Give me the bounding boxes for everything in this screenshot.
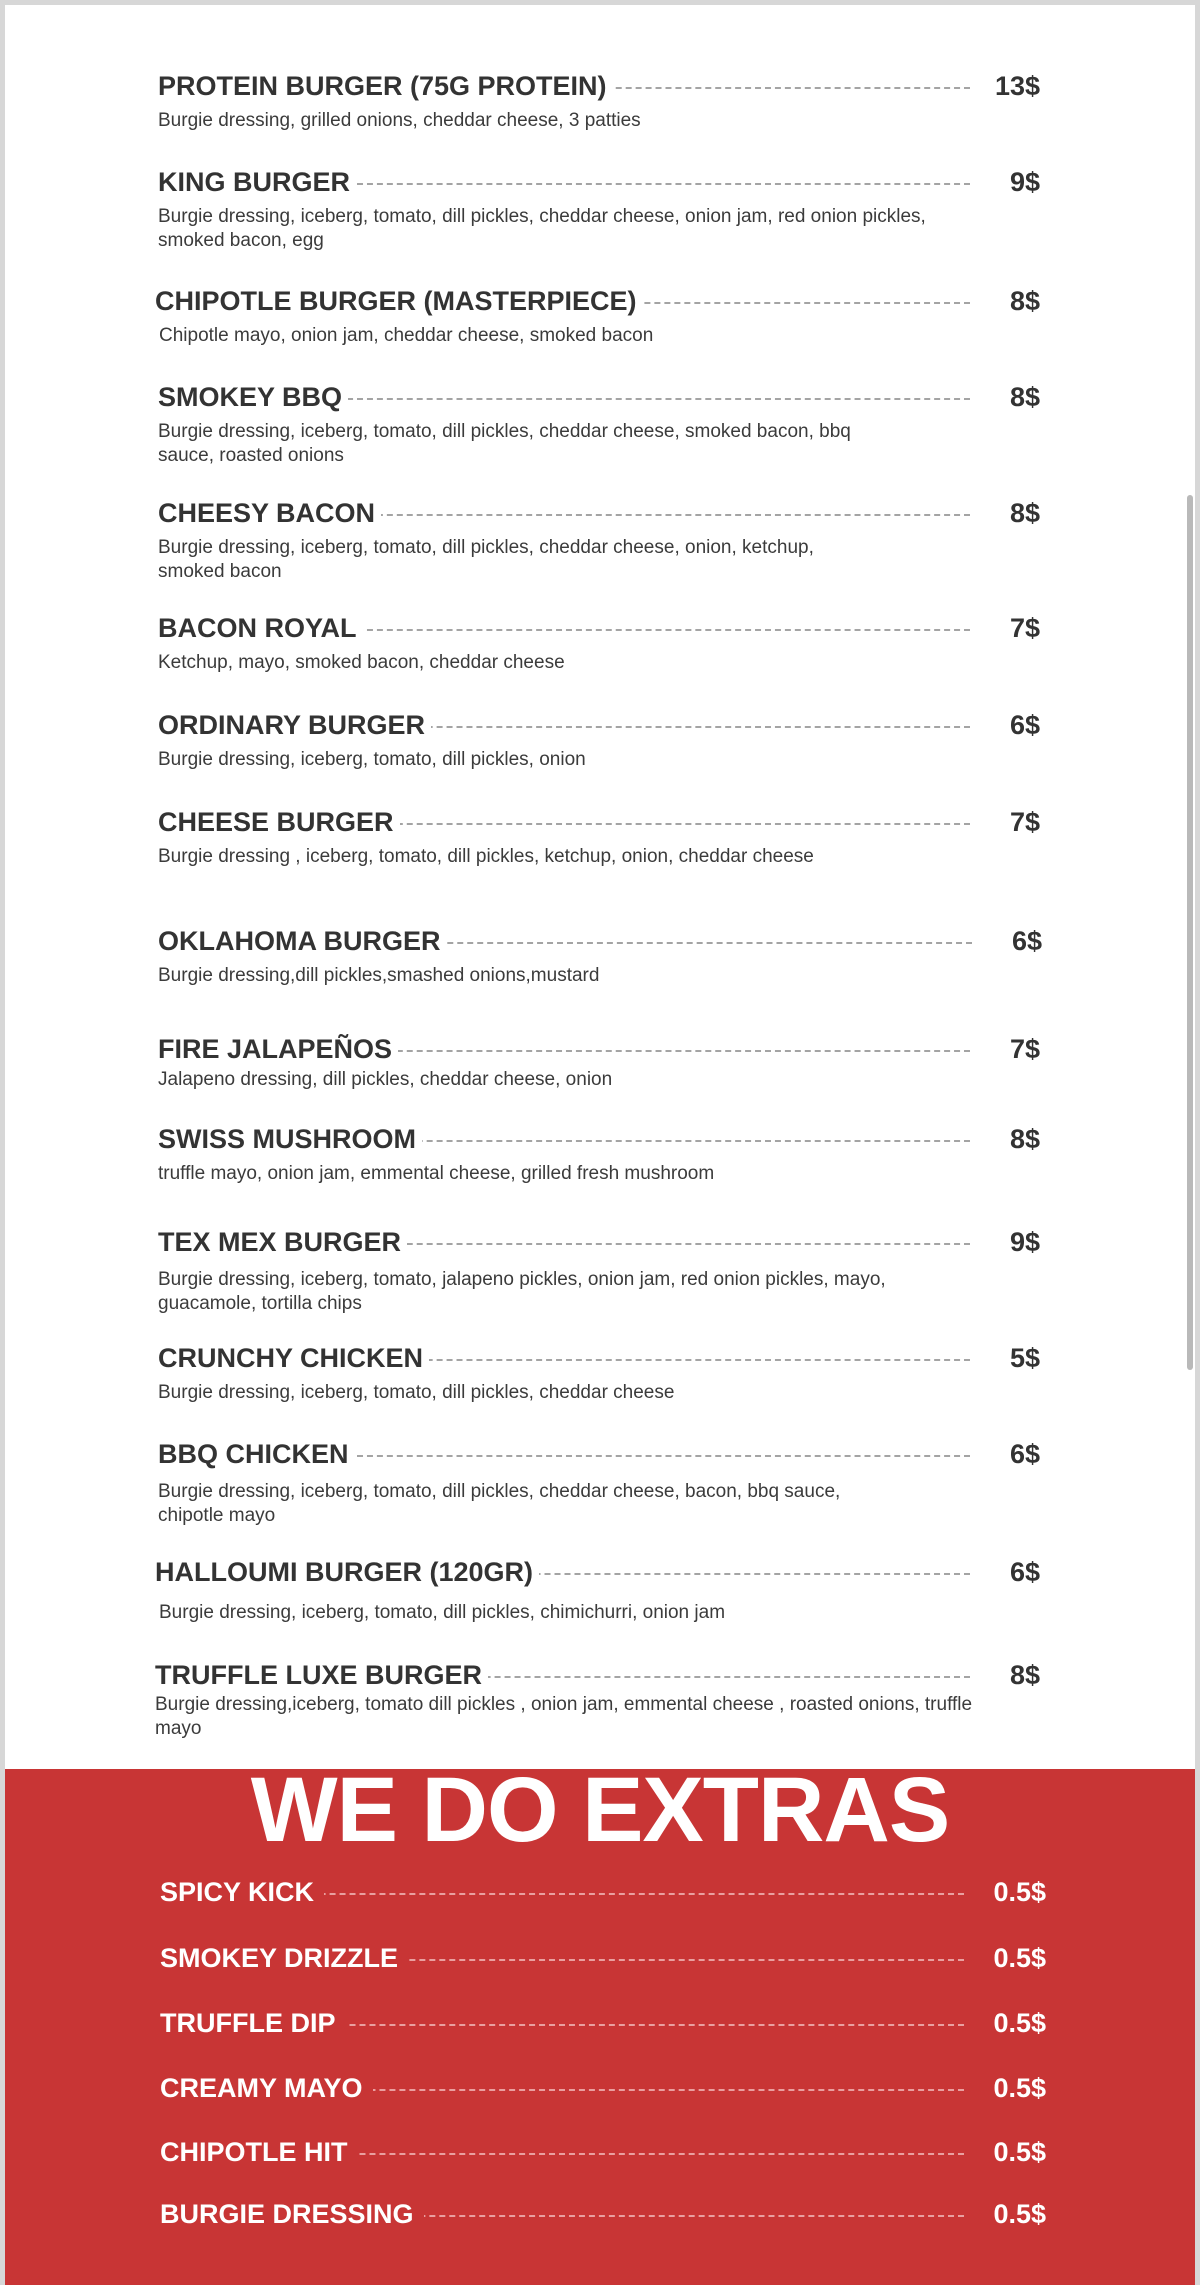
menu-item — [158, 1341, 1040, 1405]
item-price: 7$ — [1009, 1034, 1040, 1064]
item-description: Burgie dressing,iceberg, tomato dill pickles , onion jam, emmental cheese , roasted onions, truffle mayo — [155, 1694, 973, 1739]
item-description: truffle mayo, onion jam, emmental cheese, grilled fresh mushroom — [158, 1163, 715, 1184]
item-description: Burgie dressing, grilled onions, cheddar cheese, 3 patties — [158, 110, 641, 131]
item-price: 8$ — [1009, 1124, 1040, 1154]
extra-item — [160, 1875, 1046, 1909]
item-price: 7$ — [1009, 807, 1040, 837]
item-description: Chipotle mayo, onion jam, cheddar cheese, smoked bacon — [159, 325, 654, 346]
item-price: 9$ — [1009, 167, 1040, 197]
item-name: KING BURGER — [158, 165, 356, 199]
item-description: Burgie dressing, iceberg, tomato, dill pickles, onion — [158, 749, 586, 770]
item-name: PROTEIN BURGER (75G PROTEIN) — [158, 69, 613, 103]
menu-item — [158, 496, 1040, 584]
item-name: BBQ CHICKEN — [158, 1437, 355, 1471]
extra-item — [160, 2197, 1046, 2231]
extras-title: WE DO EXTRAS — [250, 1759, 950, 1861]
item-price: 5$ — [1009, 1343, 1040, 1373]
item-name: TEX MEX BURGER — [158, 1225, 407, 1259]
item-description: Ketchup, mayo, smoked bacon, cheddar cheese — [158, 652, 565, 673]
item-price: 6$ — [1009, 1439, 1040, 1469]
item-name: HALLOUMI BURGER (120GR) — [155, 1555, 539, 1589]
item-name: BACON ROYAL — [158, 611, 363, 645]
extra-item — [160, 2006, 1046, 2040]
item-name: CHIPOTLE BURGER (MASTERPIECE) — [155, 284, 643, 318]
extra-price: 0.5$ — [993, 1877, 1046, 1907]
item-price: 8$ — [1009, 498, 1040, 528]
item-name: CRUNCHY CHICKEN — [158, 1341, 429, 1375]
menu-page — [5, 5, 1195, 2285]
item-price: 8$ — [1009, 286, 1040, 316]
item-description: Burgie dressing, iceberg, tomato, dill pickles, chimichurri, onion jam — [159, 1602, 726, 1623]
menu-item — [158, 69, 1040, 133]
item-description: Burgie dressing, iceberg, tomato, dill pickles, cheddar cheese, bacon, bbq sauce, chipotle mayo — [158, 1481, 841, 1526]
menu-item — [158, 380, 1040, 468]
extra-price: 0.5$ — [993, 2073, 1046, 2103]
menu-item — [158, 1437, 1040, 1528]
item-price: 6$ — [1009, 1557, 1040, 1587]
item-name: CHEESY BACON — [158, 496, 381, 530]
item-name: SWISS MUSHROOM — [158, 1122, 422, 1156]
item-description: Jalapeno dressing, dill pickles, cheddar cheese, onion — [158, 1069, 613, 1090]
extra-name: CREAMY MAYO — [160, 2071, 373, 2105]
menu-item — [158, 708, 1040, 772]
menu-item — [158, 805, 1040, 869]
item-price: 8$ — [1009, 382, 1040, 412]
menu-item — [155, 284, 1040, 348]
extra-name: BURGIE DRESSING — [160, 2197, 424, 2231]
menu-item — [158, 1032, 1040, 1092]
item-price: 7$ — [1009, 613, 1040, 643]
menu-item — [155, 1658, 1040, 1741]
menu-item — [158, 611, 1040, 675]
item-name: FIRE JALAPEÑOS — [158, 1032, 398, 1066]
extra-name: SPICY KICK — [160, 1875, 324, 1909]
menu-item — [158, 1225, 1040, 1316]
extra-item — [160, 2135, 1046, 2169]
item-name: OKLAHOMA BURGER — [158, 924, 447, 958]
extra-name: SMOKEY DRIZZLE — [160, 1941, 408, 1975]
menu-item — [158, 1122, 1040, 1186]
extra-price: 0.5$ — [993, 2008, 1046, 2038]
item-name: TRUFFLE LUXE BURGER — [155, 1658, 488, 1692]
item-description: Burgie dressing, iceberg, tomato, dill pickles, cheddar cheese, onion, ketchup, smoked bacon — [158, 537, 814, 582]
item-description: Burgie dressing , iceberg, tomato, dill pickles, ketchup, onion, cheddar cheese — [158, 846, 814, 867]
extra-name: TRUFFLE DIP — [160, 2006, 346, 2040]
vertical-scrollbar[interactable] — [1187, 495, 1193, 1370]
item-description: Burgie dressing,dill pickles,smashed onions,mustard — [158, 965, 600, 986]
item-price: 8$ — [1009, 1660, 1040, 1690]
menu-item — [158, 924, 1042, 988]
item-description: Burgie dressing, iceberg, tomato, jalapeno pickles, onion jam, red onion pickles, mayo, guacamole, tortilla chips — [158, 1269, 886, 1314]
item-description: Burgie dressing, iceberg, tomato, dill pickles, cheddar cheese — [158, 1382, 675, 1403]
menu-item — [155, 1555, 1040, 1625]
menu-item — [158, 165, 1040, 253]
extra-item — [160, 2071, 1046, 2105]
extra-name: CHIPOTLE HIT — [160, 2135, 358, 2169]
item-price: 13$ — [994, 71, 1040, 101]
item-description: Burgie dressing, iceberg, tomato, dill pickles, cheddar cheese, onion jam, red onion pickles, smoked bacon, egg — [158, 206, 926, 251]
extra-price: 0.5$ — [993, 2199, 1046, 2229]
extra-price: 0.5$ — [993, 2137, 1046, 2167]
item-name: SMOKEY BBQ — [158, 380, 348, 414]
item-price: 9$ — [1009, 1227, 1040, 1257]
extra-item — [160, 1941, 1046, 1975]
item-name: ORDINARY BURGER — [158, 708, 431, 742]
item-price: 6$ — [1009, 710, 1040, 740]
item-name: CHEESE BURGER — [158, 805, 400, 839]
item-price: 6$ — [1011, 926, 1042, 956]
extra-price: 0.5$ — [993, 1943, 1046, 1973]
extras-section — [5, 1759, 1195, 2285]
item-description: Burgie dressing, iceberg, tomato, dill pickles, cheddar cheese, smoked bacon, bbq sauce, roasted onions — [158, 421, 851, 466]
